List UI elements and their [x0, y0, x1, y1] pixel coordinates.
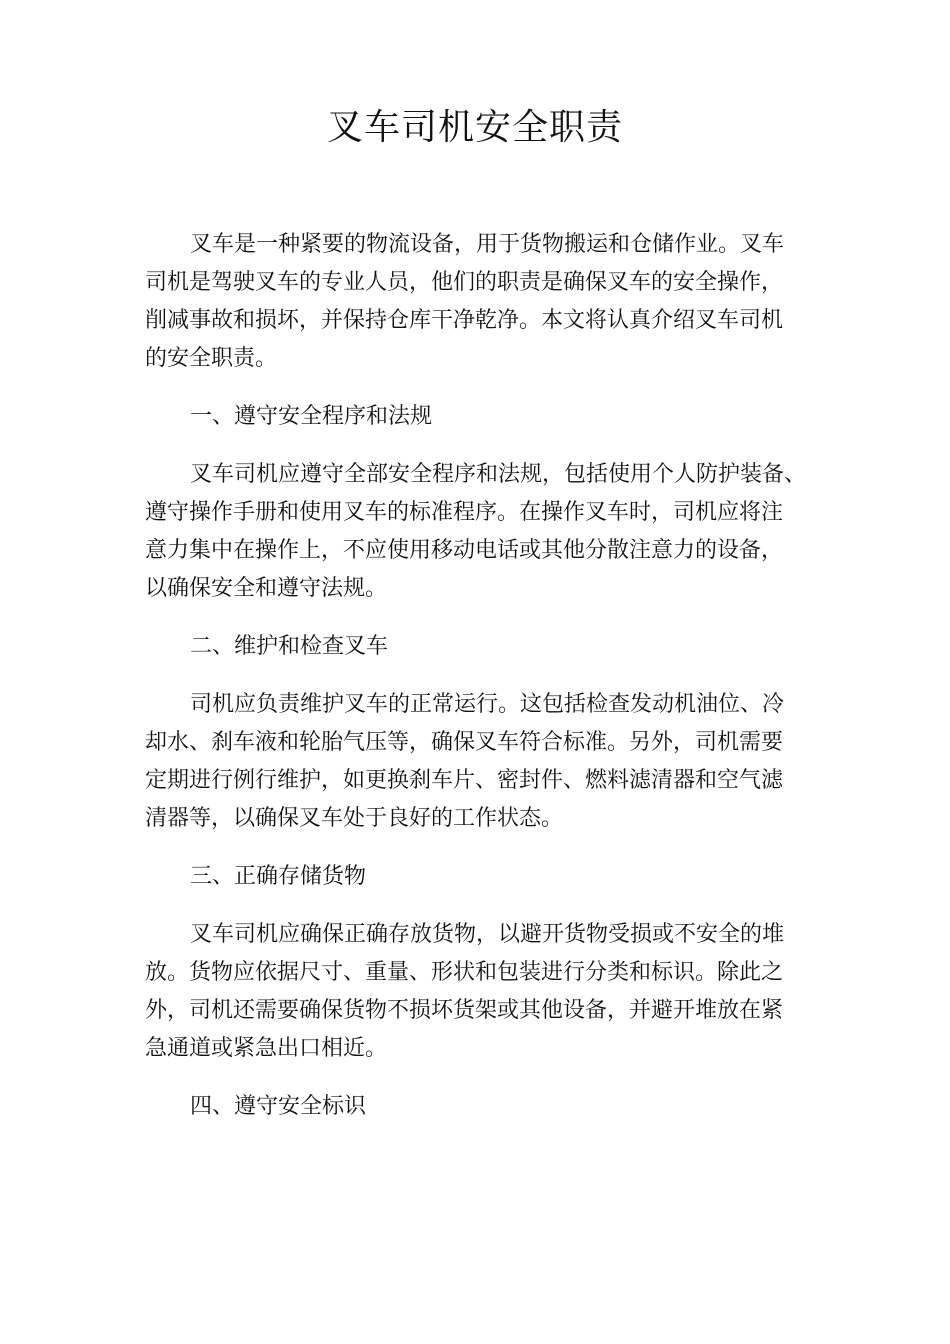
paragraph-intro-line-1: 叉车是一种紧要的物流设备，用于货物搬运和仓储作业。叉车 — [190, 232, 785, 257]
paragraph-intro-line-2: 司机是驾驶叉车的专业人员，他们的职责是确保叉车的安全操作， — [145, 270, 784, 295]
section-heading-2: 二、维护和检查叉车 — [190, 634, 389, 659]
paragraph-section-1-line-3: 意力集中在操作上，不应使用移动电话或其他分散注意力的设备， — [145, 538, 784, 563]
section-heading-3: 三、正确存储货物 — [190, 864, 367, 889]
document-title: 叉车司机安全职责 — [326, 107, 623, 148]
paragraph-intro-line-3: 削减事故和损坏，并保持仓库干净乾净。本文将认真介绍叉车司机 — [145, 308, 784, 333]
paragraph-section-2-line-2: 却水、刹车液和轮胎气压等，确保叉车符合标准。另外，司机需要 — [145, 730, 784, 755]
paragraph-intro-line-4: 的安全职责。 — [145, 346, 278, 371]
paragraph-section-3-line-2: 放。货物应依据尺寸、重量、形状和包装进行分类和标识。除此之 — [145, 960, 784, 985]
paragraph-section-1-line-4: 以确保安全和遵守法规。 — [145, 576, 388, 601]
paragraph-section-2-line-3: 定期进行例行维护，如更换刹车片、密封件、燃料滤清器和空气滤 — [145, 768, 784, 793]
section-heading-1: 一、遵守安全程序和法规 — [190, 404, 433, 429]
section-heading-4: 四、遵守安全标识 — [190, 1094, 367, 1119]
paragraph-section-3-line-3: 外，司机还需要确保货物不损坏货架或其他设备，并避开堆放在紧 — [145, 998, 784, 1023]
paragraph-section-1-line-2: 遵守操作手册和使用叉车的标准程序。在操作叉车时，司机应将注 — [145, 500, 784, 525]
paragraph-section-3-line-1: 叉车司机应确保正确存放货物，以避开货物受损或不安全的堆 — [190, 922, 785, 947]
paragraph-section-1-line-1: 叉车司机应遵守全部安全程序和法规，包括使用个人防护装备、 — [190, 462, 807, 487]
paragraph-section-3-line-4: 急通道或紧急出口相近。 — [145, 1036, 388, 1061]
paragraph-section-2-line-1: 司机应负责维护叉车的正常运行。这包括检查发动机油位、冷 — [190, 692, 785, 717]
paragraph-section-2-line-4: 清器等，以确保叉车处于良好的工作状态。 — [145, 806, 564, 831]
